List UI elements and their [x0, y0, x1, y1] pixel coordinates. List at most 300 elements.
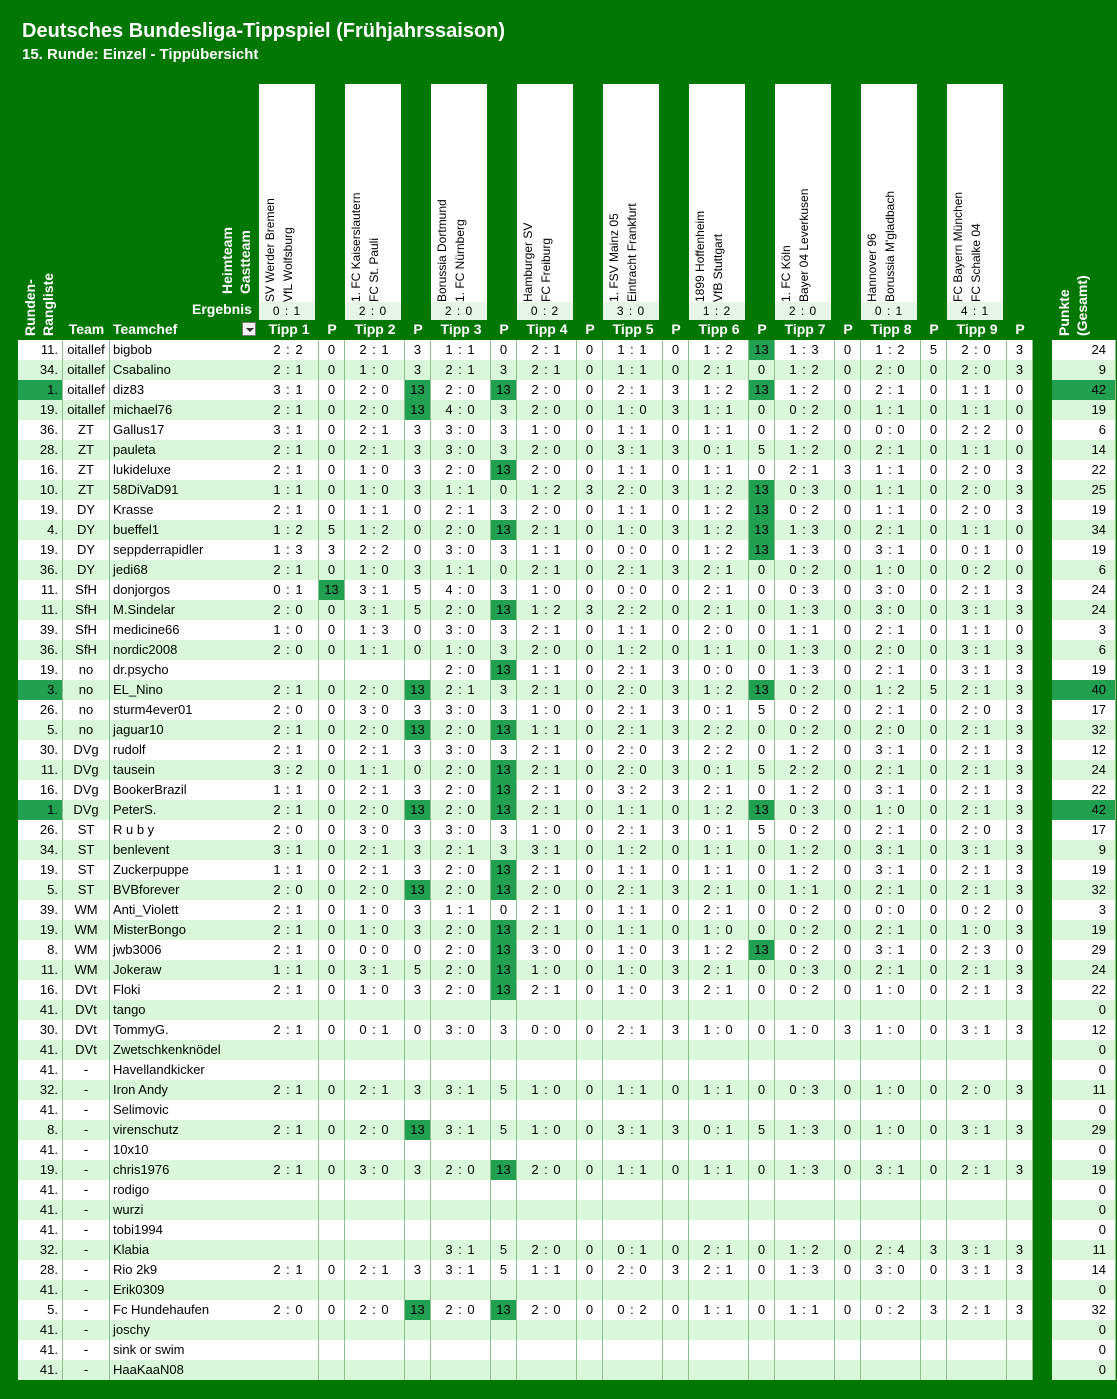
tipp-cell: 1 : 1: [603, 500, 663, 520]
tipp-cell: 1 : 3: [775, 520, 835, 540]
teamchef-cell: R u b y: [110, 820, 260, 840]
team-cell: SfH: [63, 640, 110, 660]
points-cell: [577, 1000, 603, 1020]
rank-cell: 34.: [18, 360, 63, 380]
points-cell: 3: [491, 740, 517, 760]
tipp-cell: 2 : 1: [259, 920, 319, 940]
rank-cell: 30.: [18, 1020, 63, 1040]
points-cell: [405, 660, 431, 680]
table-row: [18, 1120, 1116, 1140]
tipp-cell: 0 : 0: [517, 1020, 577, 1040]
tipp-cell: 1 : 1: [947, 400, 1007, 420]
points-cell: 0: [921, 840, 947, 860]
total-points-cell: 19: [1052, 400, 1116, 420]
points-cell: 3: [835, 460, 861, 480]
table-row: [18, 1020, 1116, 1040]
separator: [1033, 980, 1052, 1000]
team-cell: ST: [63, 820, 110, 840]
points-cell: 0: [663, 900, 689, 920]
team-cell: WM: [63, 900, 110, 920]
rank-cell: 28.: [18, 440, 63, 460]
points-cell: 3: [663, 820, 689, 840]
points-cell: 0: [749, 900, 775, 920]
tipp-cell: 2 : 1: [603, 1020, 663, 1040]
tipp-cell: 2 : 1: [431, 680, 491, 700]
points-cell: 0: [835, 620, 861, 640]
points-cell: 0: [577, 1300, 603, 1320]
tipp-cell: 3 : 1: [861, 1160, 921, 1180]
points-cell: 5: [319, 520, 345, 540]
points-cell: 0: [921, 920, 947, 940]
points-cell: 3: [663, 520, 689, 540]
points-cell: 3: [663, 940, 689, 960]
tipp-cell: 3 : 1: [431, 1120, 491, 1140]
runden-label: Runden-: [22, 279, 38, 336]
tipp-cell: [517, 1100, 577, 1120]
team-cell: ST: [63, 880, 110, 900]
points-cell: 13: [491, 860, 517, 880]
points-cell: 0: [921, 440, 947, 460]
points-cell: [319, 1200, 345, 1220]
points-cell: 0: [577, 360, 603, 380]
points-cell: 0: [835, 740, 861, 760]
total-points-cell: 24: [1052, 960, 1116, 980]
points-cell: 13: [491, 720, 517, 740]
separator: [1033, 780, 1052, 800]
tipp-cell: [431, 1360, 491, 1380]
tipp-cell: 2 : 1: [259, 1260, 319, 1280]
points-cell: 0: [577, 400, 603, 420]
team-cell: oitallef: [63, 340, 110, 360]
points-cell: 0: [921, 940, 947, 960]
points-cell: 13: [491, 1300, 517, 1320]
points-cell: [405, 1200, 431, 1220]
rank-cell: 11.: [18, 580, 63, 600]
tipp-cell: 3 : 0: [861, 1260, 921, 1280]
points-cell: 0: [577, 1120, 603, 1140]
points-cell: 3: [663, 1260, 689, 1280]
tipp-cell: 2 : 0: [947, 820, 1007, 840]
points-cell: 3: [1007, 1300, 1033, 1320]
total-points-cell: 6: [1052, 420, 1116, 440]
points-cell: 0: [663, 920, 689, 940]
table-row: [18, 500, 1116, 520]
points-cell: 3: [1007, 860, 1033, 880]
points-cell: [405, 1140, 431, 1160]
tipp-cell: 3 : 1: [947, 1020, 1007, 1040]
points-cell: 5: [491, 1080, 517, 1100]
total-points-cell: 9: [1052, 840, 1116, 860]
points-cell: 0: [835, 1300, 861, 1320]
teamchef-cell: jedi68: [110, 560, 260, 580]
points-cell: [921, 1320, 947, 1340]
separator: [1033, 1100, 1052, 1120]
teamchef-filter-dropdown[interactable]: [242, 322, 256, 336]
separator: [1033, 1340, 1052, 1360]
points-cell: [1007, 1100, 1033, 1120]
total-points-cell: 0: [1052, 1100, 1116, 1120]
points-cell: 3: [1007, 1080, 1033, 1100]
tipp-cell: 0 : 1: [603, 1240, 663, 1260]
points-cell: [749, 1200, 775, 1220]
points-cell: 0: [749, 640, 775, 660]
tipp-cell: [775, 1180, 835, 1200]
tipp-cell: 1 : 2: [775, 740, 835, 760]
tipp-cell: 2 : 1: [947, 1160, 1007, 1180]
points-cell: 3: [491, 540, 517, 560]
team-cell: oitallef: [63, 380, 110, 400]
tipp-cell: 2 : 1: [517, 980, 577, 1000]
points-cell: 3: [1007, 1160, 1033, 1180]
tipp-cell: 3 : 1: [861, 940, 921, 960]
tipp-cell: 2 : 0: [517, 500, 577, 520]
points-cell: 3: [1007, 740, 1033, 760]
points-cell: 0: [835, 820, 861, 840]
team-cell: -: [63, 1360, 110, 1380]
tipp-cell: 1 : 2: [689, 940, 749, 960]
teamchef-cell: seppderrapidler: [110, 540, 260, 560]
tipp-cell: [603, 1320, 663, 1340]
points-cell: 0: [663, 640, 689, 660]
tipp-cell: 2 : 0: [431, 1160, 491, 1180]
points-cell: 13: [749, 680, 775, 700]
tipp-cell: 2 : 0: [603, 1260, 663, 1280]
tipp-cell: 2 : 1: [259, 560, 319, 580]
tipp-cell: 3 : 1: [345, 960, 405, 980]
points-cell: [319, 1000, 345, 1020]
points-cell: 5: [405, 600, 431, 620]
home-team-name: 1. FC Kaiserslautern: [349, 192, 363, 302]
points-cell: 0: [1007, 560, 1033, 580]
separator: [1033, 1300, 1052, 1320]
tipp-cell: 0 : 2: [775, 920, 835, 940]
points-cell: 0: [1007, 940, 1033, 960]
tipp-cell: [861, 1140, 921, 1160]
tipp-cell: 2 : 0: [947, 500, 1007, 520]
points-cell: 3: [1007, 760, 1033, 780]
teamchef-cell: Krasse: [110, 500, 260, 520]
tipp-cell: [861, 1320, 921, 1340]
tipp-cell: [775, 1360, 835, 1380]
tipp-cell: [517, 1320, 577, 1340]
points-cell: 0: [491, 560, 517, 580]
points-cell: 0: [835, 480, 861, 500]
tipp-cell: 2 : 1: [861, 520, 921, 540]
table-row: [18, 860, 1116, 880]
tipp-cell: 1 : 1: [689, 420, 749, 440]
teamchef-cell: tausein: [110, 760, 260, 780]
rank-cell: 36.: [18, 640, 63, 660]
team-cell: -: [63, 1220, 110, 1240]
tipp-cell: 3 : 0: [345, 820, 405, 840]
tipp-cell: 2 : 0: [345, 1300, 405, 1320]
tipp-cell: 3 : 0: [345, 700, 405, 720]
tipp-cell: [861, 1340, 921, 1360]
tipp-cell: [861, 1040, 921, 1060]
points-cell: 0: [577, 660, 603, 680]
rank-cell: 26.: [18, 700, 63, 720]
table-row: [18, 620, 1116, 640]
tipp-cell: 3 : 0: [861, 600, 921, 620]
points-cell: 0: [577, 440, 603, 460]
total-points-cell: 9: [1052, 360, 1116, 380]
points-cell: 0: [835, 540, 861, 560]
points-cell: [835, 1180, 861, 1200]
separator: [1033, 860, 1052, 880]
tipp-cell: 1 : 1: [603, 1080, 663, 1100]
tipp-cell: 0 : 0: [861, 420, 921, 440]
tipp-cell: 1 : 3: [775, 1120, 835, 1140]
points-cell: 3: [663, 480, 689, 500]
tipp-cell: 2 : 1: [259, 900, 319, 920]
total-points-cell: 17: [1052, 700, 1116, 720]
tipp-cell: 3 : 1: [947, 640, 1007, 660]
points-cell: 3: [405, 740, 431, 760]
tipp-cell: 2 : 1: [517, 560, 577, 580]
points-cell: 0: [577, 640, 603, 660]
table-row: [18, 880, 1116, 900]
tipp-cell: [517, 1360, 577, 1380]
points-cell: [663, 1180, 689, 1200]
rank-cell: 1.: [18, 800, 63, 820]
tipp-cell: [431, 1100, 491, 1120]
tipp-cell: 1 : 2: [603, 640, 663, 660]
tipp-cell: [689, 1340, 749, 1360]
tipp-cell: [775, 1280, 835, 1300]
tipp-cell: [517, 1340, 577, 1360]
points-cell: 0: [749, 860, 775, 880]
p-header-8: P: [929, 321, 939, 337]
game-header-6: [689, 84, 745, 320]
points-cell: [1007, 1220, 1033, 1240]
points-cell: 0: [921, 520, 947, 540]
points-cell: 0: [921, 800, 947, 820]
tipp-cell: 1 : 0: [861, 800, 921, 820]
rank-cell: 34.: [18, 840, 63, 860]
tipp-cell: 0 : 1: [689, 820, 749, 840]
points-cell: 0: [577, 940, 603, 960]
table-row: [18, 780, 1116, 800]
teamchef-cell: sink or swim: [110, 1340, 260, 1360]
points-cell: 3: [663, 380, 689, 400]
tipp-cell: 2 : 0: [431, 600, 491, 620]
separator: [1033, 1080, 1052, 1100]
tipp-cell: 1 : 0: [947, 920, 1007, 940]
total-points-cell: 24: [1052, 760, 1116, 780]
team-cell: -: [63, 1060, 110, 1080]
tipp-cell: 2 : 1: [947, 720, 1007, 740]
home-team-name: Hamburger SV: [521, 222, 535, 302]
teamchef-cell: jaguar10: [110, 720, 260, 740]
tipp-cell: [345, 1040, 405, 1060]
points-cell: 13: [749, 480, 775, 500]
points-cell: [405, 1320, 431, 1340]
points-cell: 13: [491, 660, 517, 680]
tipp-cell: 2 : 1: [689, 900, 749, 920]
table-row: [18, 960, 1116, 980]
tipp-cell: 1 : 3: [775, 1260, 835, 1280]
tipp-cell: 2 : 1: [947, 760, 1007, 780]
game-header-1: [259, 84, 315, 320]
team-cell: ST: [63, 860, 110, 880]
tipp-cell: 2 : 1: [689, 600, 749, 620]
points-cell: 0: [319, 1260, 345, 1280]
p-header-9: P: [1015, 321, 1025, 337]
tipp-cell: 2 : 0: [431, 960, 491, 980]
tipp-cell: 1 : 2: [775, 360, 835, 380]
tipp-cell: [431, 1320, 491, 1340]
tipp-cell: 3 : 0: [431, 820, 491, 840]
points-cell: 0: [319, 980, 345, 1000]
tipp-cell: 1 : 1: [861, 460, 921, 480]
tipp-cell: [517, 1000, 577, 1020]
points-cell: [491, 1220, 517, 1240]
tipp-cell: 3 : 1: [947, 1120, 1007, 1140]
tipp-cell: 2 : 0: [431, 380, 491, 400]
points-cell: 0: [921, 420, 947, 440]
rangliste-label: Rangliste: [40, 272, 56, 336]
team-cell: -: [63, 1180, 110, 1200]
tipp-cell: 2 : 0: [345, 720, 405, 740]
total-points-cell: 29: [1052, 1120, 1116, 1140]
tipp-cell: [861, 1280, 921, 1300]
points-cell: 0: [921, 380, 947, 400]
tipp-cell: [603, 1360, 663, 1380]
tipp-cell: 3 : 2: [259, 760, 319, 780]
points-cell: [749, 1140, 775, 1160]
table-row: [18, 660, 1116, 680]
tipp-cell: [861, 1200, 921, 1220]
tipp-cell: [689, 1360, 749, 1380]
team-cell: DVg: [63, 740, 110, 760]
points-cell: 0: [835, 920, 861, 940]
team-cell: DY: [63, 500, 110, 520]
team-cell: SfH: [63, 620, 110, 640]
tipp-cell: 1 : 2: [689, 500, 749, 520]
points-cell: [577, 1040, 603, 1060]
tipp-cell: [259, 1040, 319, 1060]
points-cell: 3: [663, 1020, 689, 1040]
separator: [1033, 1360, 1052, 1380]
points-cell: 13: [491, 760, 517, 780]
points-cell: 0: [577, 620, 603, 640]
tipp-cell: [689, 1320, 749, 1340]
points-cell: 0: [319, 360, 345, 380]
points-cell: 0: [577, 420, 603, 440]
points-cell: 0: [577, 680, 603, 700]
tipp-cell: 4 : 0: [431, 580, 491, 600]
tipp-cell: 0 : 1: [947, 540, 1007, 560]
tipp-cell: 0 : 2: [775, 720, 835, 740]
points-cell: 3: [577, 600, 603, 620]
separator: [1033, 520, 1052, 540]
points-cell: 3: [491, 620, 517, 640]
tipp-cell: 0 : 2: [775, 940, 835, 960]
tipp-cell: 2 : 0: [259, 700, 319, 720]
points-cell: 0: [921, 560, 947, 580]
teamchef-cell: EL_Nino: [110, 680, 260, 700]
tipp-cell: [431, 1060, 491, 1080]
points-cell: 0: [319, 1080, 345, 1100]
tipp-cell: 2 : 1: [259, 740, 319, 760]
tipp-cell: [431, 1140, 491, 1160]
separator: [1033, 1260, 1052, 1280]
tipp-cell: 2 : 1: [861, 440, 921, 460]
rank-cell: 19.: [18, 660, 63, 680]
points-cell: 0: [921, 620, 947, 640]
points-cell: 0: [663, 1240, 689, 1260]
tipp-cell: [517, 1060, 577, 1080]
points-cell: 0: [921, 500, 947, 520]
points-cell: 3: [1007, 340, 1033, 360]
tipp-cell: 2 : 1: [689, 880, 749, 900]
teamchef-cell: virenschutz: [110, 1120, 260, 1140]
table-row: [18, 940, 1116, 960]
team-cell: DVt: [63, 1040, 110, 1060]
tipp-cell: 1 : 0: [345, 560, 405, 580]
gesamt-label: (Gesamt): [1074, 275, 1090, 336]
game-header-7: [775, 84, 831, 320]
points-cell: 0: [749, 920, 775, 940]
tipp-cell: 1 : 1: [603, 800, 663, 820]
tipp-cell: 2 : 0: [517, 380, 577, 400]
points-cell: 0: [921, 760, 947, 780]
teamchef-cell: Floki: [110, 980, 260, 1000]
tipp-cell: 1 : 0: [517, 700, 577, 720]
points-cell: 3: [491, 420, 517, 440]
tipp-cell: 1 : 1: [861, 480, 921, 500]
tipp-cell: [345, 1000, 405, 1020]
points-cell: 0: [1007, 420, 1033, 440]
tipp-header-4: Tipp 4: [526, 321, 568, 337]
tipp-cell: 3 : 0: [861, 580, 921, 600]
points-cell: 0: [577, 540, 603, 560]
points-cell: 0: [319, 460, 345, 480]
tipp-cell: 1 : 0: [775, 1020, 835, 1040]
tipp-cell: [259, 1180, 319, 1200]
tipp-header-5: Tipp 5: [612, 321, 654, 337]
points-cell: 0: [577, 780, 603, 800]
tipp-cell: 0 : 1: [345, 1020, 405, 1040]
points-cell: [577, 1060, 603, 1080]
tipp-cell: 2 : 0: [259, 880, 319, 900]
tipp-cell: 2 : 1: [259, 800, 319, 820]
points-cell: 3: [663, 660, 689, 680]
points-cell: 3: [1007, 780, 1033, 800]
tipp-cell: 3 : 0: [345, 1160, 405, 1180]
points-cell: 3: [921, 1240, 947, 1260]
points-cell: 3: [663, 960, 689, 980]
teamchef-cell: Csabalino: [110, 360, 260, 380]
tipp-cell: 3 : 0: [431, 440, 491, 460]
total-points-cell: 22: [1052, 980, 1116, 1000]
points-cell: 3: [405, 820, 431, 840]
points-cell: [749, 1040, 775, 1060]
points-cell: 0: [319, 440, 345, 460]
tipp-cell: [947, 1320, 1007, 1340]
team-cell: -: [63, 1260, 110, 1280]
home-team: [953, 112, 969, 302]
tipp-cell: 1 : 1: [947, 380, 1007, 400]
tipp-cell: 2 : 1: [603, 820, 663, 840]
tipp-cell: 3 : 1: [603, 440, 663, 460]
tipp-cell: 2 : 0: [431, 720, 491, 740]
points-cell: 3: [663, 680, 689, 700]
p-header-6: P: [757, 321, 767, 337]
teamchef-cell: Anti_Violett: [110, 900, 260, 920]
total-points-cell: 0: [1052, 1360, 1116, 1380]
points-cell: [663, 1220, 689, 1240]
